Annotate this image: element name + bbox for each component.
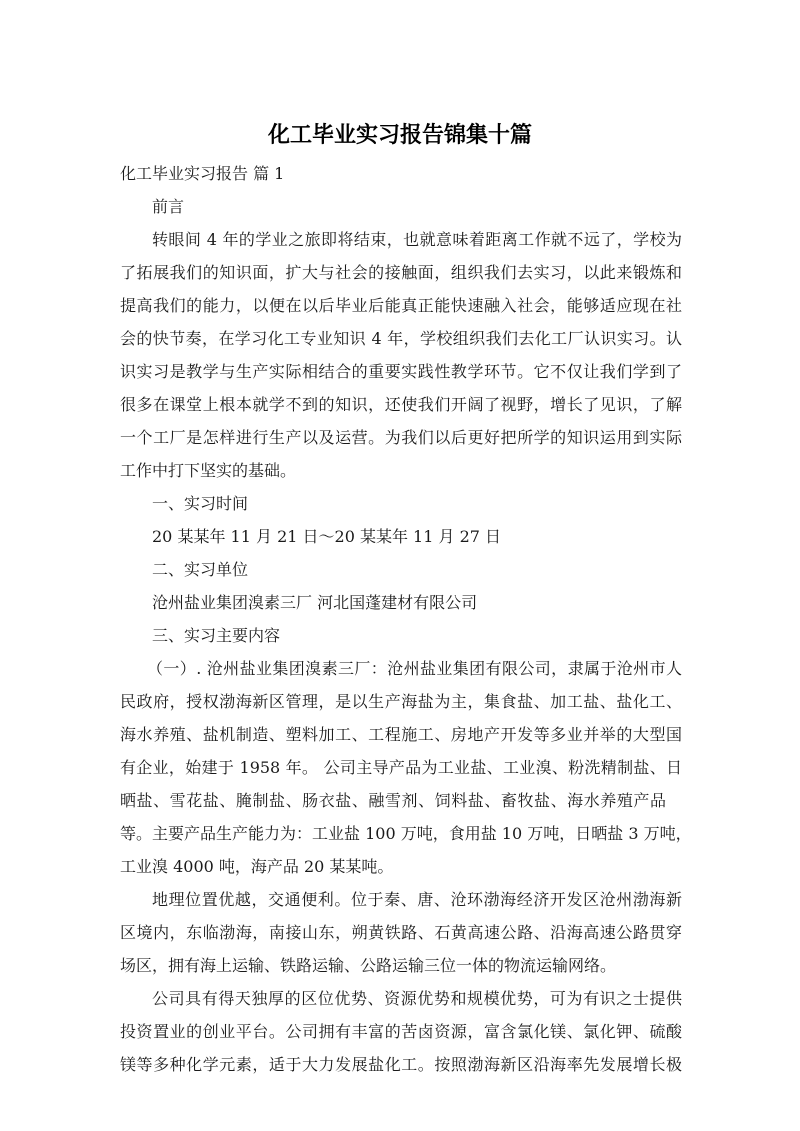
paragraph-line: 晒盐、雪花盐、腌制盐、肠衣盐、融雪剂、饲料盐、畜牧盐、海水养殖产品 xyxy=(120,791,666,810)
paragraph-line: 了拓展我们的知识面，扩大与社会的接触面，组织我们去实习，以此来锻炼和 xyxy=(120,263,682,282)
paragraph-line: 会的快节奏，在学习化工专业知识 4 年，学校组织我们去化工厂认识实习。认 xyxy=(120,329,682,348)
paragraph-line: 公司具有得天独厚的区位优势、资源优势和规模优势，可为有识之士提供 xyxy=(152,989,682,1008)
paragraph-line: 等。主要产品生产能力为：工业盐 100 万吨，食用盐 10 万吨，日晒盐 3 万吨， xyxy=(120,824,692,843)
date-range: 20 某某年 11 月 21 日～20 某某年 11 月 27 日 xyxy=(152,527,502,546)
paragraph-line: 工业溴 4000 吨，海产品 20 某某吨。 xyxy=(120,857,394,876)
paragraph-line: 镁等多种化学元素，适于大力发展盐化工。按照渤海新区沿海率先发展增长极 xyxy=(120,1055,682,1074)
paragraph-line: 一个工厂是怎样进行生产以及运营。为我们以后更好把所学的知识运用到实际 xyxy=(120,428,682,447)
paragraph-line: 海水养殖、盐机制造、塑料加工、工程施工、房地产开发等多业并举的大型国 xyxy=(120,725,682,744)
paragraph-line: 有企业，始建于 1958 年。 公司主导产品为工业盐、工业溴、粉洗精制盐、日 xyxy=(120,758,682,777)
subsection-heading: 三、实习主要内容 xyxy=(152,626,281,645)
paragraph-line: 区境内，东临渤海，南接山东，朔黄铁路、石黄高速公路、沿海高速公路贯穿 xyxy=(120,923,682,942)
paragraph-line: 工作中打下坚实的基础。 xyxy=(120,461,297,480)
paragraph-line: 识实习是教学与生产实际相结合的重要实践性教学环节。它不仅让我们学到了 xyxy=(120,362,682,381)
paragraph-line: 民政府，授权渤海新区管理，是以生产海盐为主，集食盐、加工盐、盐化工、 xyxy=(120,692,682,711)
paragraph-line: 转眼间 4 年的学业之旅即将结束，也就意味着距离工作就不远了，学校为 xyxy=(152,230,682,249)
document-title: 化工毕业实习报告锦集十篇 xyxy=(267,123,532,148)
subsection-heading: 二、实习单位 xyxy=(152,560,249,579)
section-heading: 化工毕业实习报告 篇 1 xyxy=(120,164,285,183)
paragraph-line: 提高我们的能力，以便在以后毕业后能真正能快速融入社会，能够适应现在社 xyxy=(120,296,682,315)
unit-names: 沧州盐业集团溴素三厂 河北国蓬建材有限公司 xyxy=(152,593,478,612)
preface-heading: 前言 xyxy=(152,197,185,216)
paragraph-line: 地理位置优越，交通便利。位于秦、唐、沧环渤海经济开发区沧州渤海新 xyxy=(152,890,682,909)
paragraph-line: （一）. 沧州盐业集团溴素三厂：沧州盐业集团有限公司，隶属于沧州市人 xyxy=(147,659,682,678)
subsection-heading: 一、实习时间 xyxy=(152,494,249,513)
paragraph-line: 场区，拥有海上运输、铁路运输、公路运输三位一体的物流运输网络。 xyxy=(120,956,617,975)
paragraph-line: 投资置业的创业平台。公司拥有丰富的苦卤资源，富含氯化镁、氯化钾、硫酸 xyxy=(120,1022,682,1041)
paragraph-line: 很多在课堂上根本就学不到的知识，还使我们开阔了视野，增长了见识，了解 xyxy=(120,395,682,414)
